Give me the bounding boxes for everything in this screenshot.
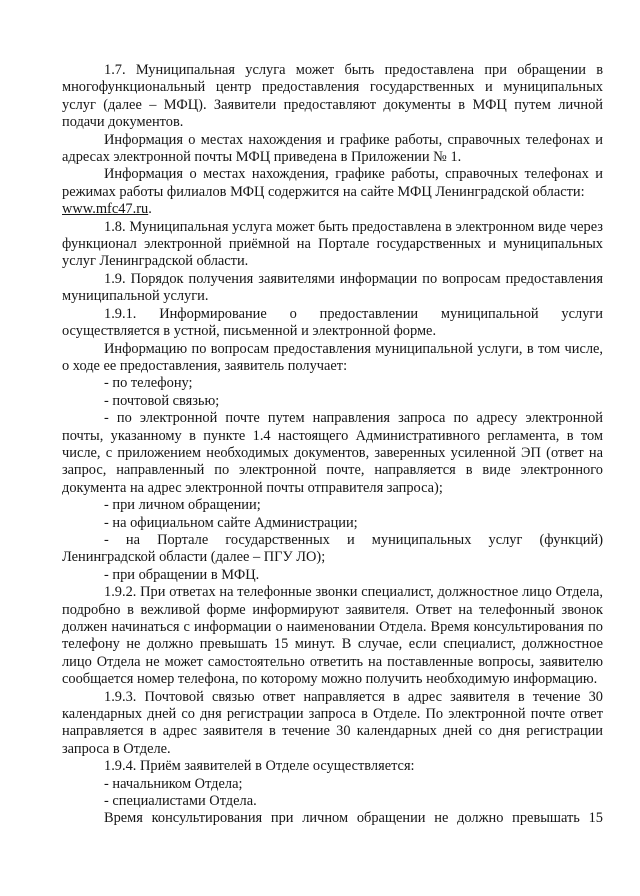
list-item-personal: - при личном обращении; bbox=[104, 497, 261, 514]
mfc-site-line bbox=[62, 201, 603, 218]
list-item-mfc: - при обращении в МФЦ. bbox=[104, 566, 260, 583]
paragraph-1-9-4: 1.9.4. Приём заявителей в Отделе осуществляется: bbox=[104, 758, 415, 775]
paragraph-mfc-info: Информация о местах нахождения и графике работы, справочных телефонах и адресах электронной почты МФЦ приведена в Приложении № 1. bbox=[62, 131, 603, 166]
list-item-head: - начальником Отдела; bbox=[104, 775, 243, 792]
mfc-site-link[interactable]: www.mfc47.ru bbox=[62, 201, 149, 218]
list-item-post: - почтовой связью; bbox=[104, 392, 220, 409]
paragraph-1-7: 1.7. Муниципальная услуга может быть предоставлена при обращении в многофункциональный центр предоставления государственных и муниципальных услуг (далее – МФЦ). Заявители предоставляют документы в МФЦ путем личной подачи документов. bbox=[62, 62, 603, 131]
list-item-website: - на официальном сайте Администрации; bbox=[104, 514, 358, 531]
paragraph-info-channels: Информацию по вопросам предоставления муниципальной услуги, в том числе, о ходе ее предоставления, заявитель получает: bbox=[62, 340, 603, 374]
paragraph-consult-time: Время консультирования при личном обращении не должно превышать 15 bbox=[104, 810, 603, 827]
paragraph-1-9: 1.9. Порядок получения заявителями информации по вопросам предоставления муниципальной услуги. bbox=[62, 270, 603, 305]
paragraph-mfc-branches: Информация о местах нахождения, графике работы, справочных телефонах и режимах работы филиалов МФЦ содержится на сайте МФЦ Ленинградской области: bbox=[62, 166, 603, 200]
paragraph-1-9-1: 1.9.1. Информирование о предоставлении муниципальной услуги осуществляется в устной, письменной и электронной форме. bbox=[62, 305, 603, 340]
document-body bbox=[62, 62, 603, 828]
list-item-phone: - по телефону; bbox=[104, 375, 193, 392]
paragraph-1-9-2: 1.9.2. При ответах на телефонные звонки специалист, должностное лицо Отдела, подробно в вежливой форме информируют заявителя. Ответ на телефонный звонок должен начинаться с информации о наименовании Отдела. Время консультирования по телефону не должно превышать 15 минут. В случае, если специалист, должностное лицо Отдела не может самостоятельно ответить на поставленные вопросы, заявителю сообщается номер телефона, по которому можно получить необходимую информацию. bbox=[62, 584, 603, 688]
list-item-portal: - на Портале государственных и муниципальных услуг (функций) Ленинградской области (далее – ПГУ ЛО); bbox=[62, 531, 603, 566]
paragraph-1-8: 1.8. Муниципальная услуга может быть предоставлена в электронном виде через функционал электронной приёмной на Портале государственных и муниципальных услуг Ленинградской области. bbox=[62, 218, 603, 270]
list-item-email: - по электронной почте путем направления запроса по адресу электронной почты, указанному в пункте 1.4 настоящего Административного регламента, в том числе, с приложением необходимых документов, заверенных усиленной ЭП (ответ на запрос, направленный по электронной почте, направляется в виде электронного документа на адрес электронной почты отправителя запроса); bbox=[62, 410, 603, 496]
list-item-specialists: - специалистами Отдела. bbox=[104, 793, 257, 810]
mfc-site-link-period: . bbox=[148, 201, 152, 218]
paragraph-1-9-3: 1.9.3. Почтовой связью ответ направляется в адрес заявителя в течение 30 календарных дней со дня регистрации запроса в Отделе. По электронной почте ответ направляется в адрес заявителя в течение 30 календарных дней со дня регистрации запроса в Отделе. bbox=[62, 688, 603, 757]
